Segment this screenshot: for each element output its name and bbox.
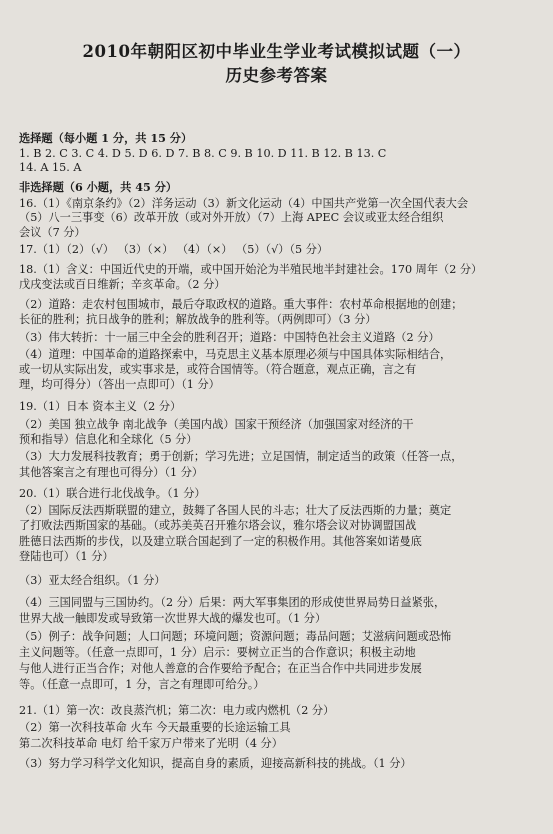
answer-line: （3）大力发展科技教育；勇于创新；学习先进；立足国情，制定适当的政策（任答一点， <box>19 450 463 463</box>
answer-line: （4）道理：中国革命的道路探索中，马克思主义基本原理必须与中国具体实际相结合， <box>19 348 452 361</box>
answer-line: 与他人进行正当合作；对他人善意的合作要给予配合；在正当合作中共同进步发展 <box>19 662 422 675</box>
exam-subtitle: 历史参考答案 <box>225 66 328 85</box>
answer-line: 选择题（每小题 1 分，共 15 分） <box>19 131 193 145</box>
answer-line: （2）美国 独立战争 南北战争（美国内战）国家干预经济（加强国家对经济的干 <box>19 418 414 431</box>
exam-title: 2010年朝阳区初中毕业生学业考试模拟试题（一） <box>82 42 471 61</box>
answer-line: 戊戌变法或百日维新；辛亥革命。（2 分） <box>19 278 226 291</box>
answer-line: 19.（1）日本 资本主义（2 分） <box>19 400 182 413</box>
answer-line: 21.（1）第一次：改良蒸汽机；第二次：电力或内燃机（2 分） <box>19 704 335 717</box>
answer-line: （2）第一次科技革命 火车 今天最重要的长途运输工具 <box>19 721 291 734</box>
answer-line: 17.（1）（2）（√） （3）（×） （4）（×） （5）（√）（5 分） <box>19 243 329 256</box>
answer-line: 主义问题等。（任意一点即可，1 分）启示：要树立正当的合作意识；积极主动地 <box>19 646 416 659</box>
answer-line: （5）八一三事变（6）改革开放（或对外开放）（7）上海 APEC 会议或亚太经合组织 <box>19 211 444 224</box>
answer-line: 16.（1）《南京条约》（2）洋务运动（3）新文化运动（4）中国共产党第一次全国代表大会 <box>19 197 469 210</box>
answer-line: 其他答案言之有理也可得分）（1 分） <box>19 466 204 479</box>
answer-line: 登陆也可）（1 分） <box>19 550 114 563</box>
answer-line: （5）例子：战争问题；人口问题；环境问题；资源问题；毒品问题；艾滋病问题或恐怖 <box>19 630 452 643</box>
answer-line: （4）三国同盟与三国协约。（2 分）后果：两大军事集团的形成使世界局势日益紧张， <box>19 596 446 609</box>
answer-line: 或一切从实际出发，或实事求是，或符合国情等。（符合题意，观点正确，言之有 <box>19 363 417 376</box>
answer-line: 18.（1）含义：中国近代史的开端，或中国开始沦为半殖民地半封建社会。170 周年（2 分） <box>19 263 483 276</box>
answer-line: （3）努力学习科学文化知识，提高自身的素质，迎接高新科技的挑战。（1 分） <box>19 757 412 770</box>
answer-line: 20.（1）联合进行北伐战争。（1 分） <box>19 487 206 500</box>
answer-line: 1. B 2. C 3. C 4. D 5. D 6. D 7. B 8. C 9. B 10. D 11. B 12. B 13. C <box>19 147 387 160</box>
answer-line: （2）国际反法西斯联盟的建立，鼓舞了各国人民的斗志；壮大了反法西斯的力量；奠定 <box>19 504 452 517</box>
answer-line: 预和指导）信息化和全球化（5 分） <box>19 433 198 446</box>
answer-line: 第二次科技革命 电灯 给千家万户带来了光明（4 分） <box>19 737 283 750</box>
answer-line: 14. A 15. A <box>19 161 82 174</box>
answer-line: （3）伟大转折：十一届三中全会的胜利召开；道路：中国特色社会主义道路（2 分） <box>19 331 440 344</box>
answer-line: 世界大战一触即发或导致第一次世界大战的爆发也可。（1 分） <box>19 612 327 625</box>
answer-line: （2）道路：走农村包围城市，最后夺取政权的道路。重大事件：农村革命根据地的创建； <box>19 298 463 311</box>
answer-line: 胜德日法西斯的步伐，以及建立联合国起到了一定的积极作用。其他答案如诺曼底 <box>19 535 422 548</box>
answer-line: 会议（7 分） <box>19 226 86 239</box>
answer-line: 非选择题（6 小题，共 45 分） <box>19 180 178 194</box>
answer-line: 长征的胜利；抗日战争的胜利；解放战争的胜利等。（两例即可）（3 分） <box>19 313 377 326</box>
answer-line: 理，均可得分）（答出一点即可）（1 分） <box>19 378 220 391</box>
answer-line: 了打败法西斯国家的基础。（或苏美英召开雅尔塔会议，雅尔塔会议对协调盟国战 <box>19 519 417 532</box>
answer-line: （3）亚太经合组织。（1 分） <box>19 574 166 587</box>
answer-line: 等。（任意一点即可，1 分，言之有理即可给分。） <box>19 678 265 691</box>
